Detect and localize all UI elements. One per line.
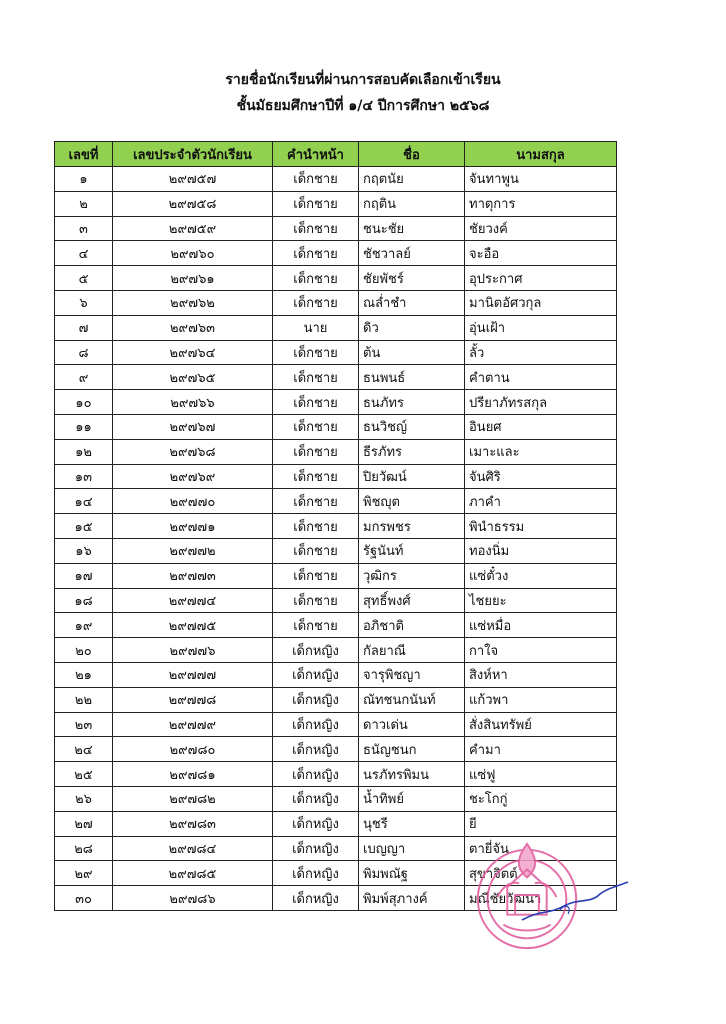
cell-number: ๗ <box>55 315 113 340</box>
table-row <box>55 167 617 192</box>
table-row <box>55 563 617 588</box>
cell-first-name: นุชรี <box>359 811 465 836</box>
table-row <box>55 439 617 464</box>
cell-last-name: พินำธรรม <box>465 514 617 539</box>
table-row <box>55 191 617 216</box>
cell-prefix: เด็กหญิง <box>273 687 359 712</box>
cell-last-name: จันทาพูน <box>465 167 617 192</box>
table-row <box>55 315 617 340</box>
table-row <box>55 464 617 489</box>
document-subtitle: ชั้นมัธยมศึกษาปีที่ ๑/๔ ปีการศึกษา ๒๕๖๘ <box>236 98 490 114</box>
cell-prefix: เด็กหญิง <box>273 638 359 663</box>
cell-prefix: เด็กชาย <box>273 439 359 464</box>
cell-last-name: แซ่หมื่อ <box>465 613 617 638</box>
cell-prefix: เด็กชาย <box>273 390 359 415</box>
cell-number: ๒๕ <box>55 762 113 787</box>
cell-prefix: เด็กชาย <box>273 216 359 241</box>
cell-number: ๒๗ <box>55 811 113 836</box>
table-row <box>55 414 617 439</box>
cell-number: ๓ <box>55 216 113 241</box>
table-row <box>55 638 617 663</box>
table-row <box>55 216 617 241</box>
table-row <box>55 489 617 514</box>
cell-last-name: แซ่ฟู <box>465 762 617 787</box>
cell-number: ๒๙ <box>55 861 113 886</box>
cell-last-name: จันศิริ <box>465 464 617 489</box>
cell-prefix: นาย <box>273 315 359 340</box>
cell-first-name: ชัชวาลย์ <box>359 241 465 266</box>
cell-student-id: ๒๙๗๗๘ <box>113 687 273 712</box>
cell-prefix: เด็กชาย <box>273 414 359 439</box>
table-row <box>55 712 617 737</box>
cell-student-id: ๒๙๗๗๓ <box>113 563 273 588</box>
table-row <box>55 811 617 836</box>
cell-student-id: ๒๙๗๖๗ <box>113 414 273 439</box>
table-row <box>55 538 617 563</box>
cell-student-id: ๒๙๗๘๒ <box>113 786 273 811</box>
header-number: เลขที่ <box>55 142 113 167</box>
cell-last-name: มณีชัยวัฒนา <box>465 886 617 911</box>
cell-number: ๒๐ <box>55 638 113 663</box>
table-row <box>55 266 617 291</box>
header-prefix: คำนำหน้า <box>273 142 359 167</box>
cell-student-id: ๒๙๗๘๓ <box>113 811 273 836</box>
cell-number: ๓๐ <box>55 886 113 911</box>
cell-student-id: ๒๙๗๕๙ <box>113 216 273 241</box>
cell-student-id: ๒๙๗๖๖ <box>113 390 273 415</box>
cell-last-name: ไชยยะ <box>465 588 617 613</box>
cell-first-name: ต้น <box>359 340 465 365</box>
cell-prefix: เด็กชาย <box>273 167 359 192</box>
cell-prefix: เด็กหญิง <box>273 886 359 911</box>
cell-prefix: เด็กชาย <box>273 514 359 539</box>
cell-first-name: ชัยพัชร์ <box>359 266 465 291</box>
cell-number: ๑๖ <box>55 538 113 563</box>
cell-last-name: แก้วพา <box>465 687 617 712</box>
cell-first-name: จารุพิชญา <box>359 662 465 687</box>
table-row <box>55 662 617 687</box>
cell-first-name: ธนภัทร <box>359 390 465 415</box>
cell-student-id: ๒๙๗๖๒ <box>113 290 273 315</box>
cell-student-id: ๒๙๗๖๓ <box>113 315 273 340</box>
cell-last-name: แซ่ตั๋วง <box>465 563 617 588</box>
cell-prefix: เด็กหญิง <box>273 786 359 811</box>
cell-prefix: เด็กชาย <box>273 191 359 216</box>
table-row <box>55 762 617 787</box>
cell-student-id: ๒๙๗๗๔ <box>113 588 273 613</box>
table-body <box>55 167 617 911</box>
cell-prefix: เด็กชาย <box>273 266 359 291</box>
cell-student-id: ๒๙๗๘๕ <box>113 861 273 886</box>
cell-prefix: เด็กชาย <box>273 489 359 514</box>
cell-first-name: สุทธิ์พงศ์ <box>359 588 465 613</box>
cell-first-name: กฤตนัย <box>359 167 465 192</box>
table-row <box>55 365 617 390</box>
cell-number: ๒๒ <box>55 687 113 712</box>
cell-last-name: ชัยวงค์ <box>465 216 617 241</box>
cell-number: ๒๘ <box>55 836 113 861</box>
cell-last-name: ปรียาภัทรสกุล <box>465 390 617 415</box>
cell-last-name: กาใจ <box>465 638 617 663</box>
cell-student-id: ๒๙๗๕๘ <box>113 191 273 216</box>
cell-first-name: ชนะชัย <box>359 216 465 241</box>
cell-student-id: ๒๙๗๗๗ <box>113 662 273 687</box>
cell-number: ๑๘ <box>55 588 113 613</box>
cell-last-name: สุขาจิตต์ <box>465 861 617 886</box>
cell-prefix: เด็กหญิง <box>273 861 359 886</box>
cell-prefix: เด็กชาย <box>273 613 359 638</box>
cell-student-id: ๒๙๗๖๔ <box>113 340 273 365</box>
cell-number: ๑๒ <box>55 439 113 464</box>
cell-first-name: พิชญุต <box>359 489 465 514</box>
header-student-id: เลขประจำตัวนักเรียน <box>113 142 273 167</box>
cell-last-name: มานิตอัศวกุล <box>465 290 617 315</box>
cell-last-name: อุ่นเฝ้า <box>465 315 617 340</box>
cell-student-id: ๒๙๗๗๑ <box>113 514 273 539</box>
cell-number: ๒๓ <box>55 712 113 737</box>
cell-last-name: ชะโกกู่ <box>465 786 617 811</box>
cell-first-name: นรภัทรพิมน <box>359 762 465 787</box>
cell-number: ๑๕ <box>55 514 113 539</box>
cell-number: ๒ <box>55 191 113 216</box>
cell-prefix: เด็กชาย <box>273 464 359 489</box>
cell-first-name: ธนพนธ์ <box>359 365 465 390</box>
cell-last-name: ทาตุการ <box>465 191 617 216</box>
cell-number: ๑ <box>55 167 113 192</box>
cell-number: ๑๔ <box>55 489 113 514</box>
cell-first-name: วุฒิกร <box>359 563 465 588</box>
table-row <box>55 613 617 638</box>
cell-prefix: เด็กชาย <box>273 241 359 266</box>
cell-student-id: ๒๙๗๗๐ <box>113 489 273 514</box>
student-table <box>54 141 617 911</box>
cell-student-id: ๒๙๗๖๕ <box>113 365 273 390</box>
cell-prefix: เด็กหญิง <box>273 836 359 861</box>
cell-first-name: รัฐนันท์ <box>359 538 465 563</box>
cell-first-name: กฤติน <box>359 191 465 216</box>
cell-student-id: ๒๙๗๘๐ <box>113 737 273 762</box>
cell-student-id: ๒๙๗๗๖ <box>113 638 273 663</box>
cell-student-id: ๒๙๗๗๙ <box>113 712 273 737</box>
cell-last-name: อินยศ <box>465 414 617 439</box>
cell-last-name: ลั้ว <box>465 340 617 365</box>
cell-last-name: อุประกาศ <box>465 266 617 291</box>
table-row <box>55 737 617 762</box>
cell-first-name: พิมพณัฐ <box>359 861 465 886</box>
cell-number: ๒๔ <box>55 737 113 762</box>
cell-first-name: ธนวิชญ์ <box>359 414 465 439</box>
table-row <box>55 588 617 613</box>
cell-prefix: เด็กหญิง <box>273 762 359 787</box>
cell-number: ๘ <box>55 340 113 365</box>
cell-number: ๑๙ <box>55 613 113 638</box>
cell-first-name: มกรพชร <box>359 514 465 539</box>
cell-prefix: เด็กชาย <box>273 340 359 365</box>
document-title: รายชื่อนักเรียนที่ผ่านการสอบคัดเลือกเข้าเรียน <box>225 72 501 88</box>
cell-prefix: เด็กหญิง <box>273 811 359 836</box>
cell-prefix: เด็กชาย <box>273 290 359 315</box>
cell-last-name: ภาคำ <box>465 489 617 514</box>
cell-last-name: คำมา <box>465 737 617 762</box>
cell-last-name: สิงห์หา <box>465 662 617 687</box>
table-row <box>55 290 617 315</box>
header-last-name: นามสกุล <box>465 142 617 167</box>
cell-first-name: น้ำทิพย์ <box>359 786 465 811</box>
cell-student-id: ๒๙๗๗๕ <box>113 613 273 638</box>
cell-student-id: ๒๙๗๖๘ <box>113 439 273 464</box>
cell-first-name: ดิว <box>359 315 465 340</box>
cell-last-name: จะอือ <box>465 241 617 266</box>
cell-number: ๔ <box>55 241 113 266</box>
cell-number: ๑๐ <box>55 390 113 415</box>
table-row <box>55 340 617 365</box>
cell-number: ๒๑ <box>55 662 113 687</box>
cell-student-id: ๒๙๗๘๑ <box>113 762 273 787</box>
cell-first-name: กัลยาณี <box>359 638 465 663</box>
table-row <box>55 687 617 712</box>
cell-prefix: เด็กหญิง <box>273 712 359 737</box>
cell-first-name: เบญญา <box>359 836 465 861</box>
table-header-row <box>55 142 617 167</box>
cell-number: ๖ <box>55 290 113 315</box>
signature-icon <box>520 880 630 924</box>
cell-prefix: เด็กหญิง <box>273 737 359 762</box>
cell-first-name: ณล่ำชำ <box>359 290 465 315</box>
header-first-name: ชื่อ <box>359 142 465 167</box>
cell-student-id: ๒๙๗๘๖ <box>113 886 273 911</box>
cell-number: ๕ <box>55 266 113 291</box>
cell-first-name: ดาวเด่น <box>359 712 465 737</box>
cell-student-id: ๒๙๗๖๑ <box>113 266 273 291</box>
cell-last-name: ทองนิ่ม <box>465 538 617 563</box>
cell-student-id: ๒๙๗๖๙ <box>113 464 273 489</box>
cell-prefix: เด็กชาย <box>273 563 359 588</box>
cell-number: ๑๑ <box>55 414 113 439</box>
cell-last-name: ยี <box>465 811 617 836</box>
table-row <box>55 390 617 415</box>
cell-first-name: ปิยวัฒน์ <box>359 464 465 489</box>
cell-student-id: ๒๙๗๕๗ <box>113 167 273 192</box>
cell-number: ๑๓ <box>55 464 113 489</box>
cell-last-name: สั่งสินทรัพย์ <box>465 712 617 737</box>
cell-student-id: ๒๙๗๘๔ <box>113 836 273 861</box>
cell-number: ๒๖ <box>55 786 113 811</box>
cell-first-name: อภิชาติ <box>359 613 465 638</box>
cell-first-name: ธีรภัทร <box>359 439 465 464</box>
table-row <box>55 786 617 811</box>
table-row <box>55 514 617 539</box>
cell-student-id: ๒๙๗๗๒ <box>113 538 273 563</box>
cell-prefix: เด็กหญิง <box>273 662 359 687</box>
cell-first-name: ณัทชนกนันท์ <box>359 687 465 712</box>
cell-number: ๑๗ <box>55 563 113 588</box>
cell-first-name: พิมพ์สุภางค์ <box>359 886 465 911</box>
cell-last-name: ตายี่จัน <box>465 836 617 861</box>
table-row <box>55 241 617 266</box>
cell-prefix: เด็กชาย <box>273 538 359 563</box>
cell-last-name: คำตาน <box>465 365 617 390</box>
cell-number: ๙ <box>55 365 113 390</box>
cell-prefix: เด็กชาย <box>273 365 359 390</box>
cell-student-id: ๒๙๗๖๐ <box>113 241 273 266</box>
cell-prefix: เด็กชาย <box>273 588 359 613</box>
cell-last-name: เมาะและ <box>465 439 617 464</box>
cell-first-name: ธนัญชนก <box>359 737 465 762</box>
